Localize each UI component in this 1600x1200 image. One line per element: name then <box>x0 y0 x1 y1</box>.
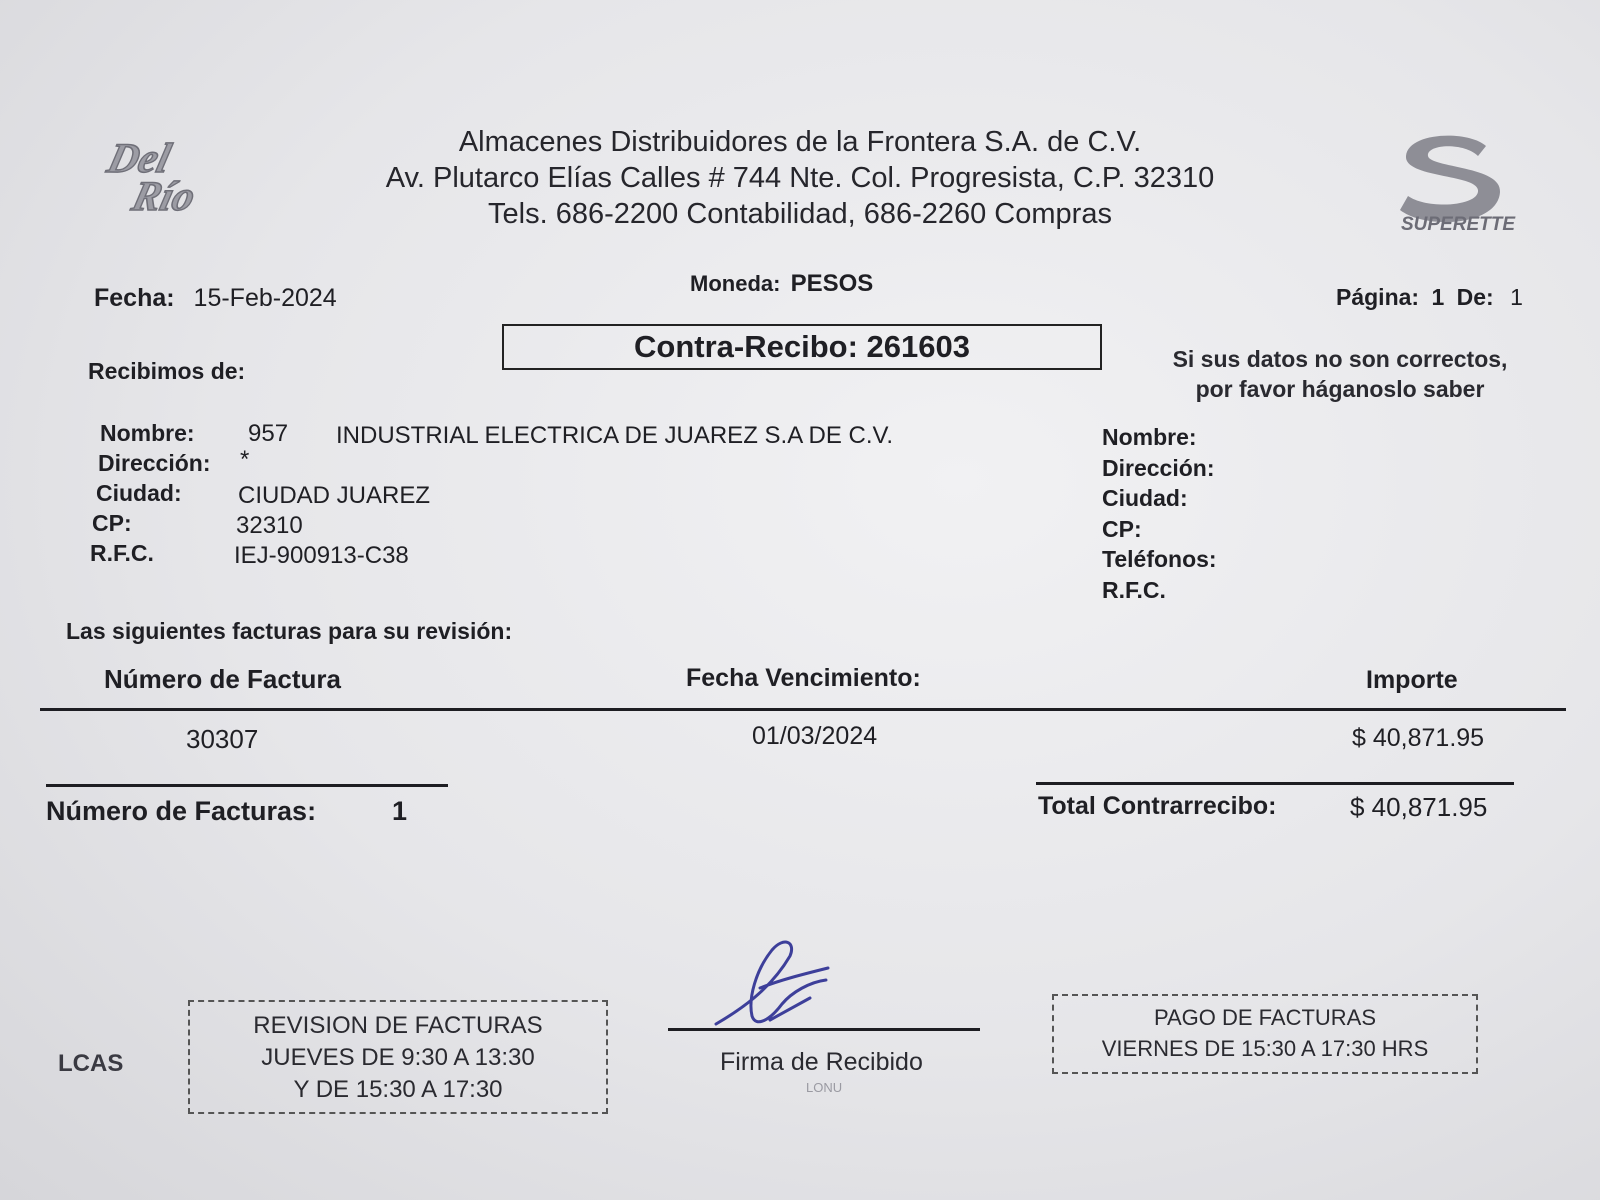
svg-text:Del: Del <box>103 135 176 182</box>
cell-factura: 30307 <box>186 724 259 754</box>
pagina-row <box>1336 284 1523 311</box>
de-label: De: <box>1456 284 1494 310</box>
initials: LCAS <box>58 1050 124 1077</box>
correction-fields <box>1102 422 1217 605</box>
rfc-label: R.F.C. <box>90 540 154 566</box>
moneda-row <box>690 270 873 298</box>
de-value: 1 <box>1510 284 1523 310</box>
firma-sub: LONU <box>806 1080 843 1095</box>
table-header-rule <box>40 708 1566 711</box>
col-header-factura: Número de Factura <box>104 664 341 694</box>
company-address: Av. Plutarco Elías Calles # 744 Nte. Col. Progresista, C.P. 32310 <box>385 162 1215 194</box>
svg-text:SUPERETTE: SUPERETTE <box>1400 214 1516 235</box>
revision-line-3: Y DE 15:30 A 17:30 <box>293 1076 503 1103</box>
company-phones: Tels. 686-2200 Contabilidad, 686-2260 Compras <box>488 198 1112 230</box>
cell-importe: $ 40,871.95 <box>1352 724 1485 752</box>
total-rule <box>1036 782 1514 785</box>
facturas-intro: Las siguientes facturas para su revisión: <box>66 618 513 644</box>
cp-label: CP: <box>92 510 132 536</box>
direccion-label: Dirección: <box>98 450 211 476</box>
firma-label: Firma de Recibido <box>720 1048 923 1076</box>
rfc-value: IEJ-900913-C38 <box>234 542 409 569</box>
pago-line-1: PAGO DE FACTURAS <box>1153 1005 1377 1030</box>
correction-ciudad: Ciudad: <box>1102 485 1188 511</box>
fecha-label: Fecha: <box>94 284 175 312</box>
notice-line-2: por favor háganoslo saber <box>1195 376 1485 402</box>
cell-vencimiento: 01/03/2024 <box>752 722 878 750</box>
nombre-label: Nombre: <box>100 420 195 446</box>
correction-rfc: R.F.C. <box>1102 576 1166 603</box>
correction-nombre: Nombre: <box>1102 424 1197 450</box>
total-label: Total Contrarrecibo: <box>1038 792 1277 820</box>
fecha-value: 15-Feb-2024 <box>193 284 337 312</box>
pago-box <box>1052 994 1478 1074</box>
ciudad-label: Ciudad: <box>96 480 182 506</box>
svg-text:Río: Río <box>127 173 200 220</box>
count-rule <box>46 784 448 787</box>
correction-notice <box>1120 344 1560 404</box>
nombre-value: INDUSTRIAL ELECTRICA DE JUAREZ S.A DE C.V. <box>336 422 894 449</box>
col-header-importe: Importe <box>1366 666 1458 694</box>
fecha-row <box>94 284 337 313</box>
revision-line-1: REVISION DE FACTURAS <box>253 1012 543 1039</box>
correction-telefonos: Teléfonos: <box>1102 546 1217 572</box>
nombre-code: 957 <box>248 420 289 447</box>
ciudad-value: CIUDAD JUAREZ <box>238 482 431 509</box>
correction-cp: CP: <box>1102 515 1142 542</box>
revision-box <box>188 1000 608 1114</box>
notice-line-1: Si sus datos no son correctos, <box>1172 346 1508 372</box>
moneda-value: PESOS <box>790 270 874 297</box>
revision-line-2: JUEVES DE 9:30 A 13:30 <box>261 1044 535 1071</box>
num-facturas-label: Número de Facturas: <box>46 796 317 826</box>
correction-direccion: Dirección: <box>1102 454 1215 481</box>
total-value: $ 40,871.95 <box>1350 792 1488 822</box>
contra-recibo-box: Contra-Recibo: 261603 <box>502 324 1102 370</box>
pago-line-2: VIERNES DE 15:30 A 17:30 HRS <box>1101 1036 1429 1061</box>
signature-line <box>668 1028 980 1031</box>
cp-value: 32310 <box>236 512 303 539</box>
num-facturas-value: 1 <box>392 796 408 826</box>
moneda-label: Moneda: <box>690 271 781 296</box>
col-header-vencimiento: Fecha Vencimiento: <box>686 664 921 692</box>
pagina-label: Página: <box>1336 284 1420 310</box>
company-name: Almacenes Distribuidores de la Frontera S.A. de C.V. <box>458 126 1142 158</box>
recibimos-label: Recibimos de: <box>88 358 246 384</box>
pagina-value: 1 <box>1431 284 1445 310</box>
direccion-value: * <box>240 446 250 473</box>
signature <box>700 928 840 1032</box>
